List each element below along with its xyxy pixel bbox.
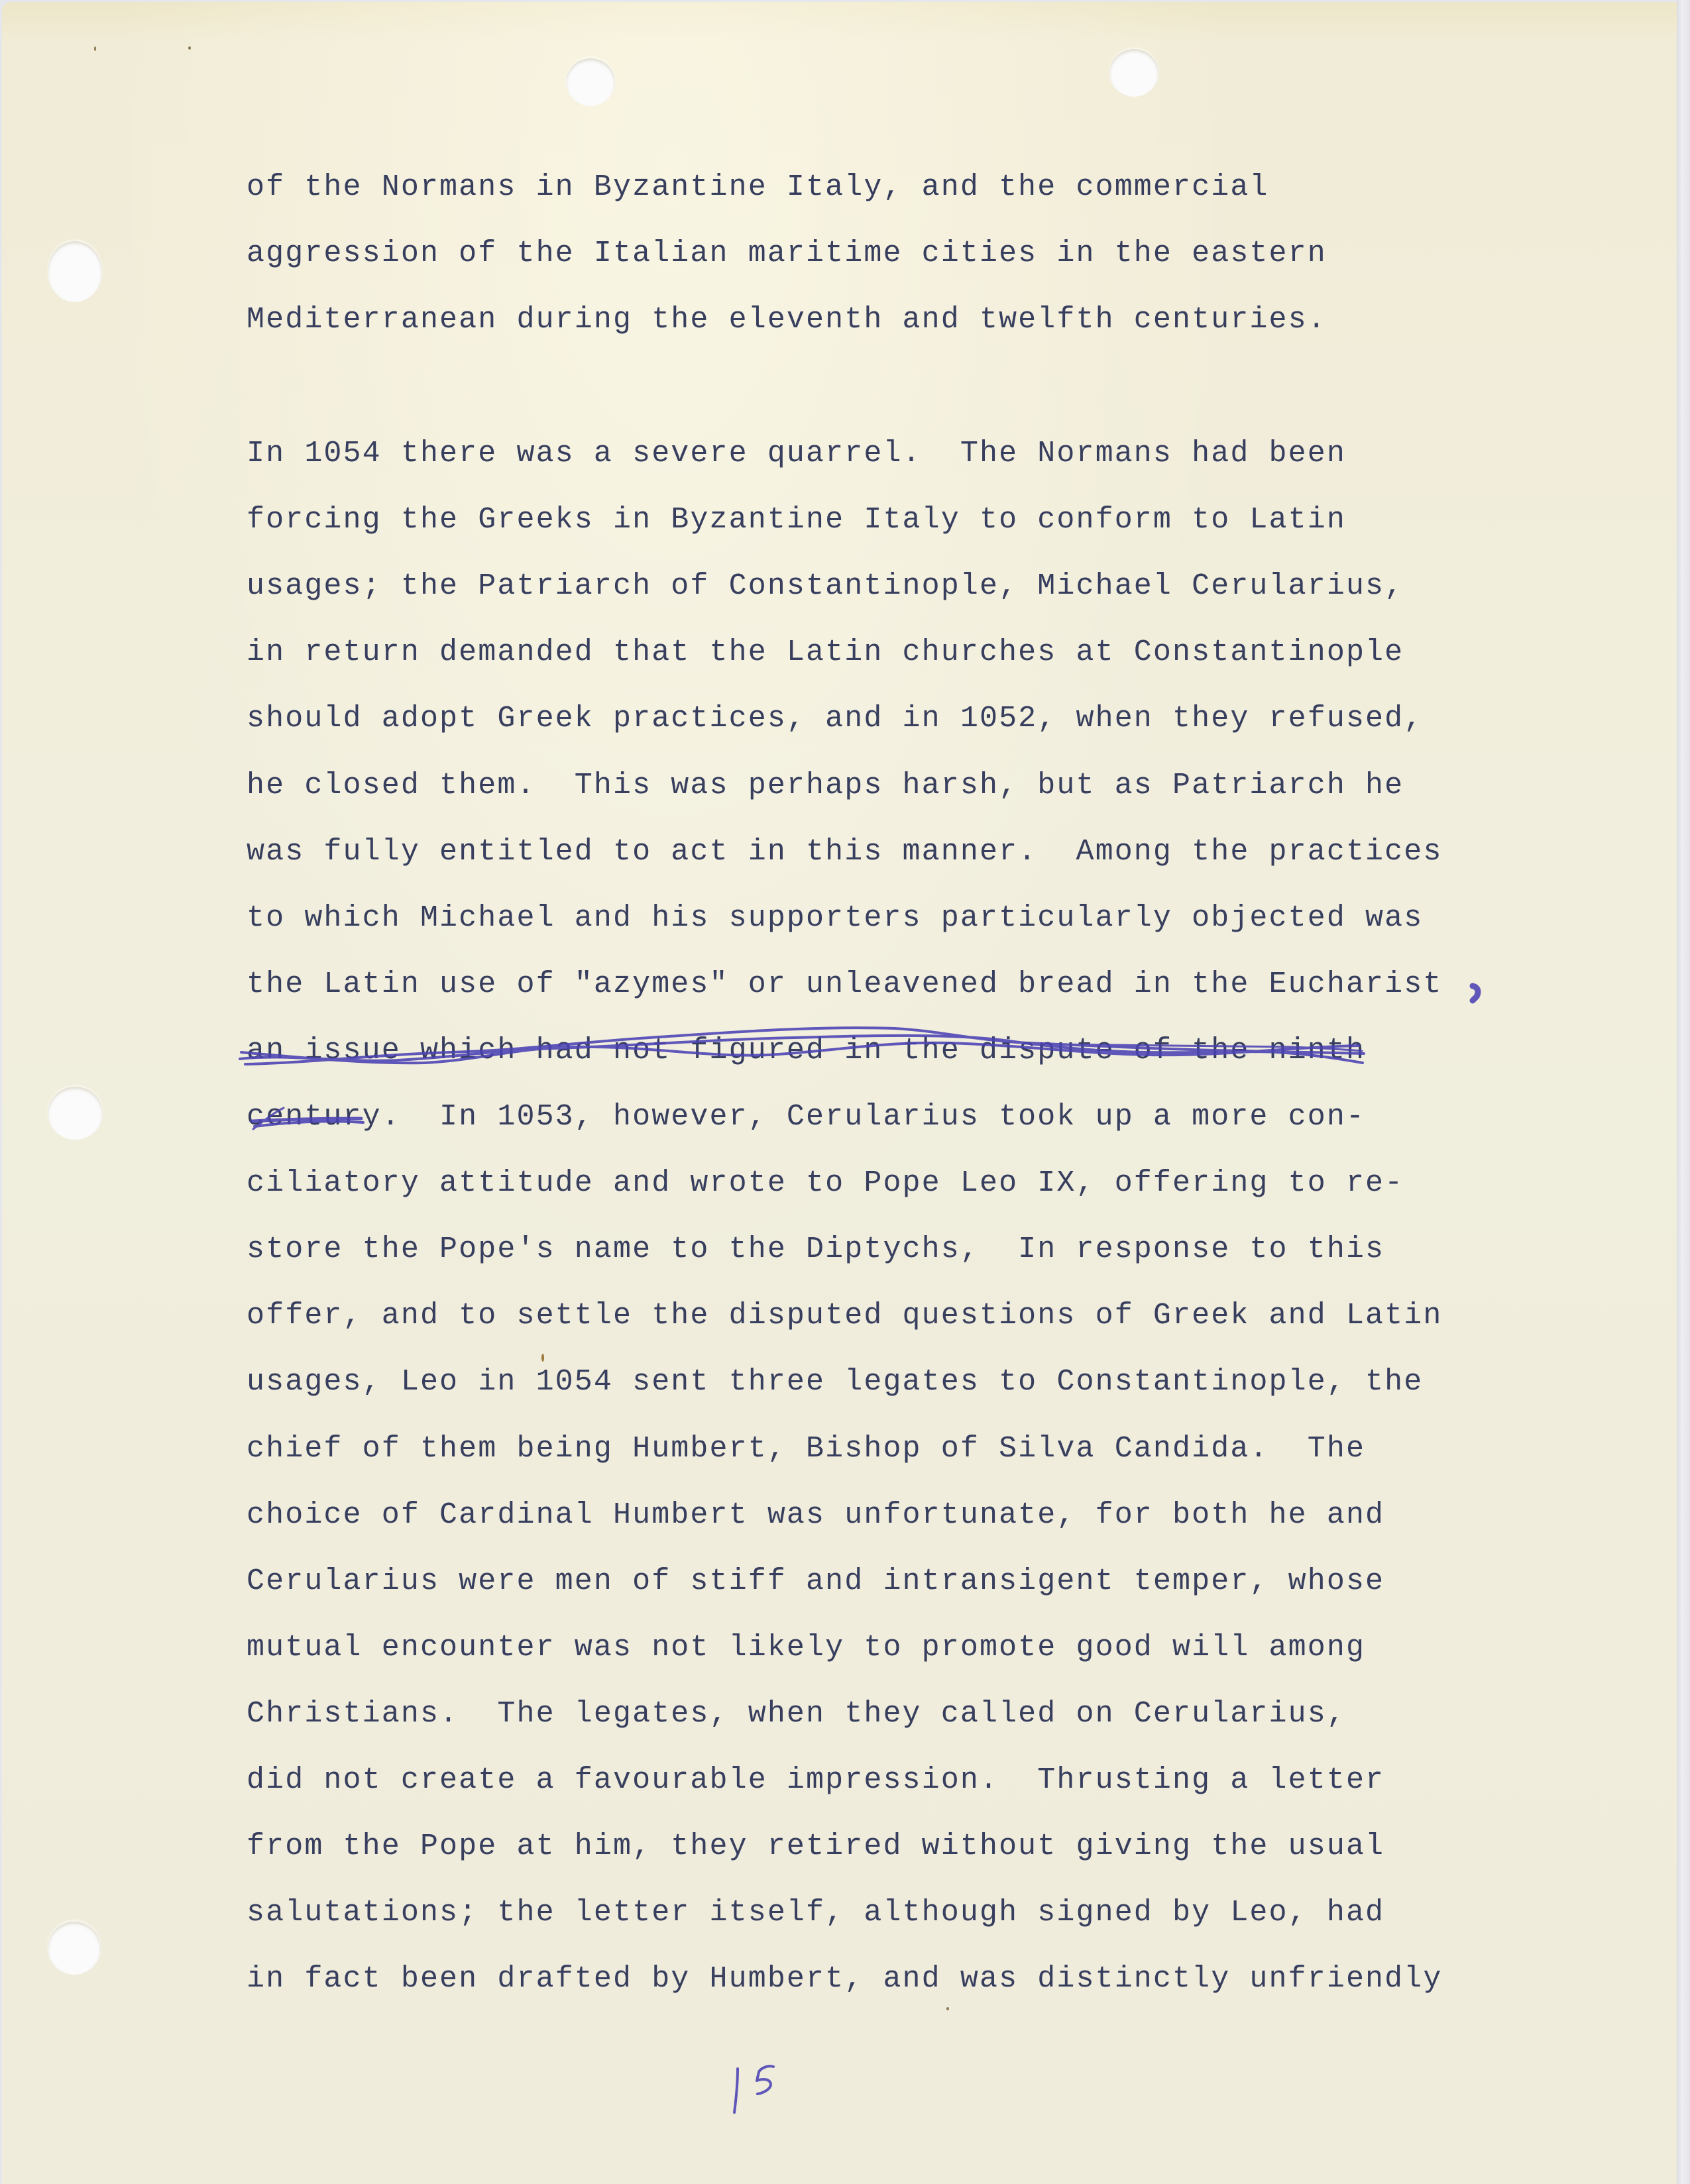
text-line: should adopt Greek practices, and in 1052, when they refused, xyxy=(247,702,1424,736)
text-line: the Latin use of "azymes" or unleavened bread in the Eucharist xyxy=(247,967,1443,1001)
text-line: Mediterranean during the eleventh and twelfth centuries. xyxy=(247,303,1327,337)
text-line: of the Normans in Byzantine Italy, and the commercial xyxy=(247,170,1269,204)
text-line: from the Pope at him, they retired without giving the usual xyxy=(247,1829,1385,1863)
text-line: chief of them being Humbert, Bishop of Silva Candida. The xyxy=(247,1432,1366,1466)
text-line: to which Michael and his supporters particularly objected was xyxy=(247,901,1424,935)
text-line: usages; the Patriarch of Constantinople, Michael Cerularius, xyxy=(247,569,1404,603)
paper-speck xyxy=(541,1354,544,1362)
text-line: Christians. The legates, when they called on Cerularius, xyxy=(247,1697,1346,1731)
paper-speck xyxy=(94,46,96,51)
punch-hole-left-middle xyxy=(48,1087,103,1140)
punch-hole-left-upper xyxy=(48,241,102,302)
text-line: century. In 1053, however, Cerularius took up a more con- xyxy=(247,1100,1366,1134)
punch-hole-left-lower xyxy=(48,1922,101,1975)
text-line: forcing the Greeks in Byzantine Italy to conform to Latin xyxy=(247,503,1346,537)
text-line: an issue which had not figured in the dispute of the ninth xyxy=(247,1034,1366,1067)
scanner-edge xyxy=(1677,0,1690,2184)
text-line: store the Pope's name to the Diptychs, In response to this xyxy=(247,1232,1385,1266)
paper-speck xyxy=(188,46,191,50)
text-line: ciliatory attitude and wrote to Pope Leo IX, offering to re- xyxy=(247,1166,1404,1200)
text-line: in fact been drafted by Humbert, and was distinctly unfriendly xyxy=(247,1962,1443,1996)
text-line: salutations; the letter itself, although signed by Leo, had xyxy=(247,1896,1385,1930)
text-line: offer, and to settle the disputed questions of Greek and Latin xyxy=(247,1299,1443,1333)
paper-speck xyxy=(946,2007,949,2010)
text-line: in return demanded that the Latin churches at Constantinople xyxy=(247,635,1404,669)
text-line: aggression of the Italian maritime cities in the eastern xyxy=(247,237,1327,270)
punch-hole-top-right xyxy=(1109,49,1158,97)
text-line: was fully entitled to act in this manner. Among the practices xyxy=(247,835,1443,869)
text-line: choice of Cardinal Humbert was unfortunate, for both he and xyxy=(247,1498,1385,1532)
text-line: usages, Leo in 1054 sent three legates to Constantinople, the xyxy=(247,1365,1424,1399)
text-line: did not create a favourable impression. Thrusting a letter xyxy=(247,1763,1385,1797)
text-line: In 1054 there was a severe quarrel. The Normans had been xyxy=(247,437,1346,470)
text-line: Cerularius were men of stiff and intransigent temper, whose xyxy=(247,1564,1385,1598)
text-line: mutual encounter was not likely to promote good will among xyxy=(247,1631,1366,1665)
text-line: he closed them. This was perhaps harsh, but as Patriarch he xyxy=(247,769,1404,802)
punch-hole-top-left xyxy=(566,58,615,106)
